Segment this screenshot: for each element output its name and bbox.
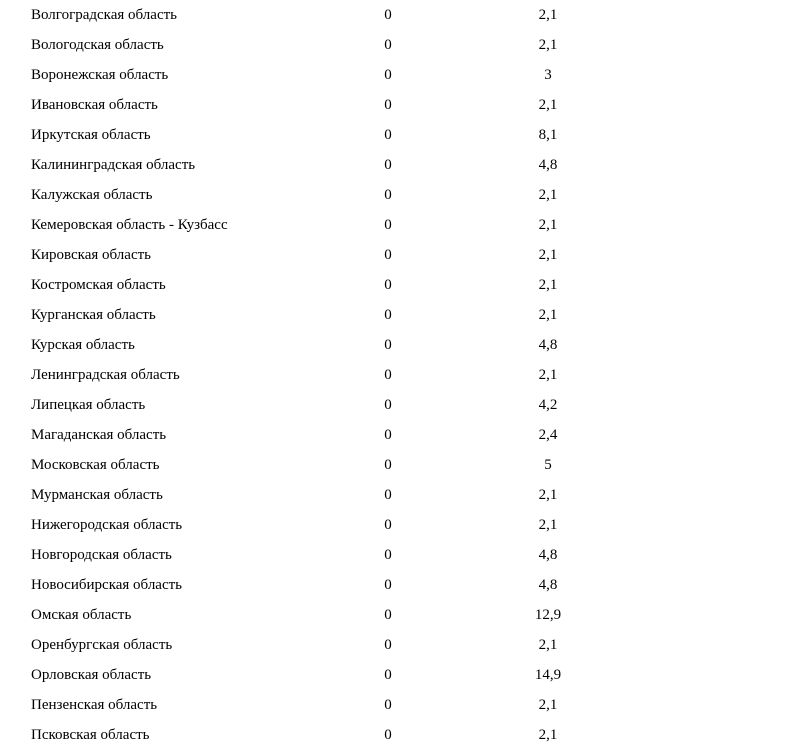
value-b-cell: 2,1 [538, 97, 558, 113]
value-a-cell: 0 [384, 37, 392, 53]
value-a-cell: 0 [384, 397, 392, 413]
value-b-cell: 2,1 [538, 637, 558, 653]
table-row [0, 630, 791, 660]
value-b-cell: 2,1 [538, 367, 558, 383]
table-row [0, 480, 791, 510]
table-row [0, 510, 791, 540]
table-row [0, 360, 791, 390]
table-row [0, 660, 791, 690]
table-row [0, 150, 791, 180]
table-row [0, 420, 791, 450]
table-row [0, 210, 791, 240]
region-name-cell: Омская область [31, 607, 132, 623]
table-row [0, 540, 791, 570]
value-b-cell: 4,8 [538, 547, 558, 563]
region-name-cell: Новосибирская область [31, 577, 183, 593]
value-a-cell: 0 [384, 637, 392, 653]
region-name-cell: Калужская область [31, 187, 153, 203]
region-name-cell: Вологодская область [31, 37, 164, 53]
value-b-cell: 2,1 [538, 217, 558, 233]
value-a-cell: 0 [384, 307, 392, 323]
table-row [0, 90, 791, 120]
value-b-cell: 2,1 [538, 727, 558, 743]
value-b-cell: 2,1 [538, 517, 558, 533]
region-name-cell: Магаданская область [31, 427, 167, 443]
value-a-cell: 0 [384, 7, 392, 23]
value-b-cell: 2,1 [538, 247, 558, 263]
value-a-cell: 0 [384, 217, 392, 233]
table-row [0, 120, 791, 150]
value-a-cell: 0 [384, 157, 392, 173]
value-a-cell: 0 [384, 97, 392, 113]
value-a-cell: 0 [384, 247, 392, 263]
value-a-cell: 0 [384, 487, 392, 503]
table-row [0, 330, 791, 360]
region-name-cell: Кировская область [31, 247, 152, 263]
value-a-cell: 0 [384, 667, 392, 683]
value-b-cell: 4,2 [538, 397, 558, 413]
region-name-cell: Орловская область [31, 667, 152, 683]
region-name-cell: Волгоградская область [31, 7, 177, 23]
table-row [0, 180, 791, 210]
value-a-cell: 0 [384, 547, 392, 563]
table-row [0, 390, 791, 420]
value-b-cell: 12,9 [534, 607, 562, 623]
table-row [0, 30, 791, 60]
value-a-cell: 0 [384, 277, 392, 293]
value-b-cell: 4,8 [538, 577, 558, 593]
value-b-cell: 2,1 [538, 37, 558, 53]
table-row [0, 690, 791, 720]
value-a-cell: 0 [384, 727, 392, 743]
value-a-cell: 0 [384, 457, 392, 473]
value-a-cell: 0 [384, 337, 392, 353]
region-name-cell: Оренбургская область [31, 637, 173, 653]
value-b-cell: 2,1 [538, 7, 558, 23]
value-b-cell: 14,9 [534, 667, 562, 683]
region-name-cell: Костромская область [31, 277, 166, 293]
region-name-cell: Псковская область [31, 727, 150, 743]
table-row [0, 450, 791, 480]
region-name-cell: Липецкая область [31, 397, 146, 413]
table-row [0, 300, 791, 330]
region-name-cell: Воронежская область [31, 67, 169, 83]
value-b-cell: 4,8 [538, 157, 558, 173]
value-a-cell: 0 [384, 127, 392, 143]
value-a-cell: 0 [384, 367, 392, 383]
value-a-cell: 0 [384, 697, 392, 713]
table-row [0, 600, 791, 630]
region-name-cell: Курская область [31, 337, 135, 353]
value-b-cell: 4,8 [538, 337, 558, 353]
region-name-cell: Кемеровская область - Кузбасс [31, 217, 228, 233]
value-a-cell: 0 [384, 517, 392, 533]
value-a-cell: 0 [384, 607, 392, 623]
region-name-cell: Нижегородская область [31, 517, 183, 533]
value-b-cell: 5 [544, 457, 552, 473]
value-b-cell: 2,1 [538, 277, 558, 293]
region-name-cell: Новгородская область [31, 547, 172, 563]
table-row [0, 0, 791, 30]
region-name-cell: Ивановская область [31, 97, 158, 113]
region-name-cell: Пензенская область [31, 697, 158, 713]
region-name-cell: Московская область [31, 457, 160, 473]
value-b-cell: 2,1 [538, 697, 558, 713]
value-b-cell: 2,1 [538, 307, 558, 323]
value-a-cell: 0 [384, 67, 392, 83]
region-name-cell: Иркутская область [31, 127, 151, 143]
region-name-cell: Калининградская область [31, 157, 196, 173]
value-b-cell: 2,1 [538, 187, 558, 203]
table-row [0, 240, 791, 270]
table-row [0, 270, 791, 300]
region-name-cell: Курганская область [31, 307, 156, 323]
value-a-cell: 0 [384, 577, 392, 593]
value-b-cell: 3 [544, 67, 552, 83]
region-name-cell: Ленинградская область [31, 367, 180, 383]
value-a-cell: 0 [384, 187, 392, 203]
value-b-cell: 8,1 [538, 127, 558, 143]
table-row [0, 720, 791, 750]
region-name-cell: Мурманская область [31, 487, 163, 503]
value-a-cell: 0 [384, 427, 392, 443]
table-row [0, 570, 791, 600]
value-b-cell: 2,4 [538, 427, 558, 443]
value-b-cell: 2,1 [538, 487, 558, 503]
table-row [0, 60, 791, 90]
